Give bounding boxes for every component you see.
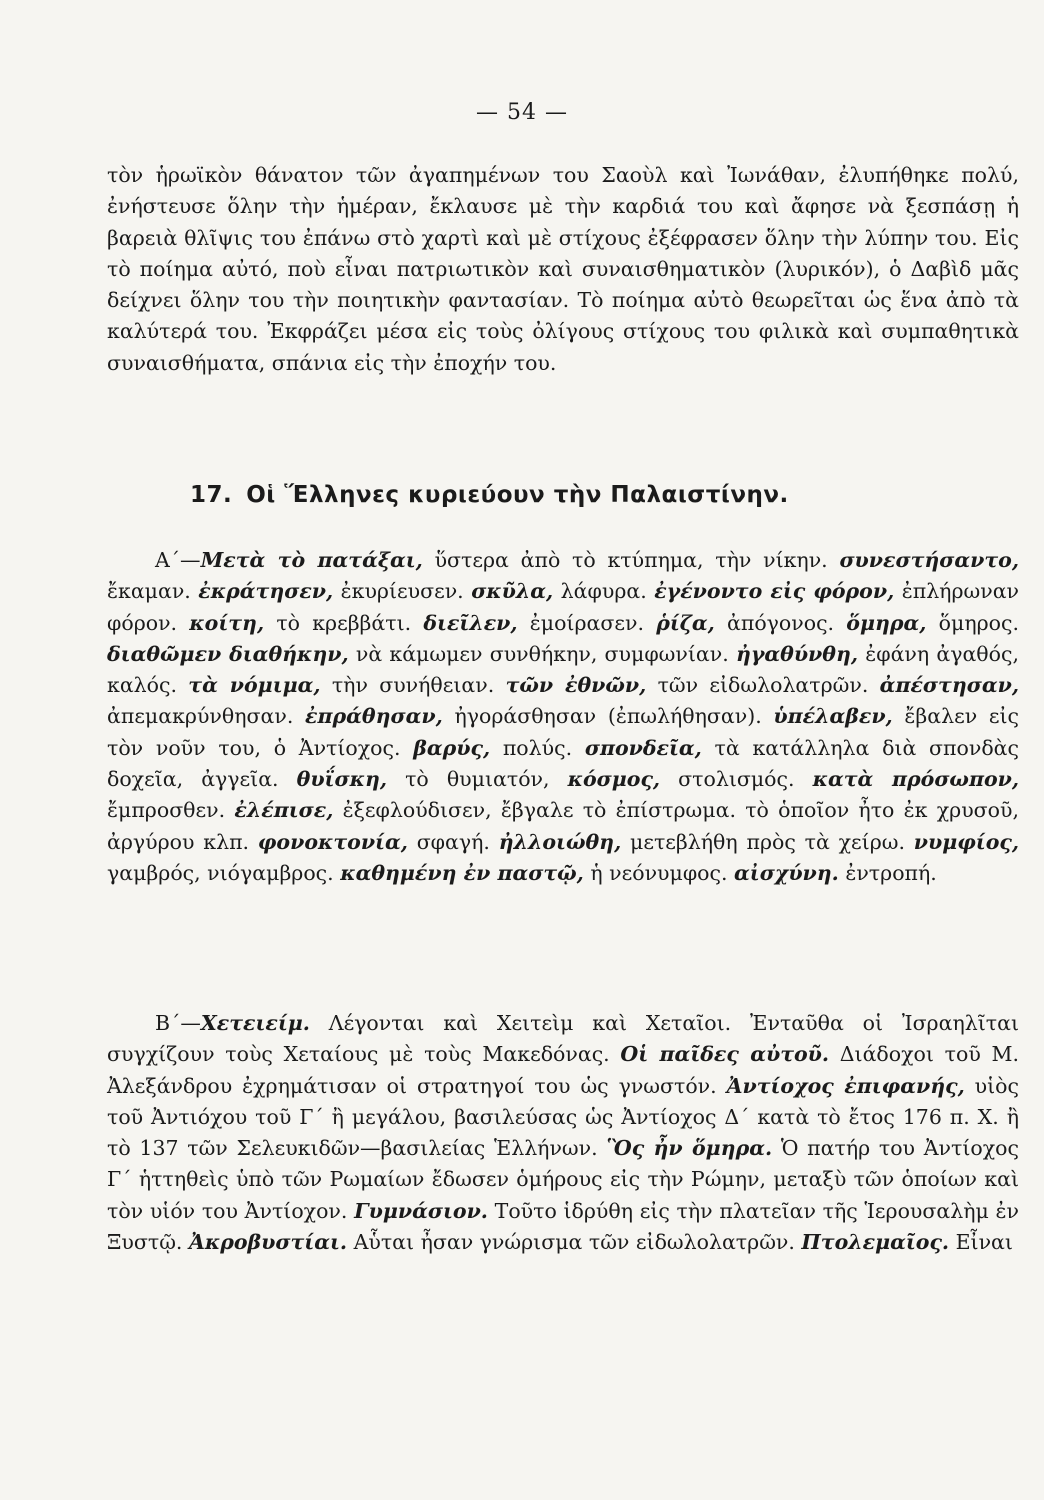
text-run: Ὁ πατήρ του Ἀντίοχος Γ΄ ἡττηθεὶς ὑπὸ τῶν Ρωμαίων ἔδωσεν ὁμήρους εἰς τὴν Ρώμην, μεταξὺ τῶν ὁποίων καὶ τὸν υἱόν του Ἀντίοχον. bbox=[107, 1136, 1019, 1223]
text-run: ἐντροπή. bbox=[838, 860, 937, 885]
page-number: — 54 — bbox=[476, 100, 568, 125]
glossary-term: Οἱ παῖδες αὐτοῦ. bbox=[620, 1042, 830, 1067]
text-run: Τοῦτο ἱδρύθη εἰς τὴν πλατεῖαν τῆς Ἱερουσαλὴμ ἐν Ξυστῷ. bbox=[107, 1198, 1019, 1255]
glossary-term: Γυμνάσιον. bbox=[354, 1198, 488, 1223]
text-run: ἀπεμακρύνθησαν. bbox=[107, 704, 306, 729]
text-run: τὸ κρεββάτι. bbox=[264, 610, 424, 635]
glossary-term: ἐπράθησαν, bbox=[305, 704, 443, 729]
glossary-term: ἠγαθύνθη, bbox=[735, 641, 858, 666]
text-run: τὰ κατάλληλα διὰ σπονδὰς δοχεῖα, ἀγγεῖα. bbox=[107, 735, 1019, 792]
text-run: τὸ θυμιατόν, bbox=[387, 767, 568, 792]
glossary-term: ἐλέπισε, bbox=[234, 798, 334, 823]
text-run: γαμβρός, νιόγαμβρος. bbox=[107, 860, 341, 885]
glossary-term: ἐγένοντο εἰς φόρον, bbox=[654, 579, 895, 604]
glossary-term: Ἀκροβυστίαι. bbox=[188, 1230, 348, 1255]
glossary-term: ὑπέλαβεν, bbox=[773, 704, 893, 729]
text-run: σφαγή. bbox=[407, 829, 499, 854]
glossary-term: νυμφίος, bbox=[913, 829, 1019, 854]
glossary-term: θυΐσκη, bbox=[296, 767, 387, 792]
text-run: ἐφάνη ἀγαθός, καλός. bbox=[107, 641, 1019, 698]
glossary-term: ἀπέστησαν, bbox=[879, 673, 1019, 698]
text-run: υἱὸς τοῦ Ἀντιόχου τοῦ Γ΄ ἢ μεγάλου, βασιλεύσας ὡς Ἀντίοχος Δ΄ κατὰ τὸ ἔτος 176 π. Χ. ἢ τὸ 137 τῶν Σελευκιδῶν—βασιλείας Ἑλλήνων. bbox=[107, 1073, 1019, 1161]
text-run: ὅμηρος. bbox=[926, 610, 1019, 635]
section-number: 17. bbox=[190, 482, 233, 508]
text-run: ἔβαλεν εἰς τὸν νοῦν του, ὁ Ἀντίοχος. bbox=[107, 704, 1019, 760]
text-run: ἐπλήρωναν φόρον. bbox=[107, 579, 1019, 635]
text-run: ἠγοράσθησαν (ἐπωλήθησαν). bbox=[442, 704, 774, 729]
glossary-term: αἰσχύνη. bbox=[734, 860, 839, 885]
text-run: πολύς. bbox=[490, 735, 585, 760]
text-run: νὰ κάμωμεν συνθήκην, συμφωνίαν. bbox=[348, 641, 736, 666]
text-run: ὕστερα ἀπὸ τὸ κτύπημα, τὴν νίκην. bbox=[422, 548, 840, 572]
glossary-term: Ἀντίοχος ἐπιφανής, bbox=[726, 1073, 965, 1098]
glossary-term: συνεστήσαντο, bbox=[839, 548, 1019, 572]
glossary-term: κατὰ πρόσωπον, bbox=[812, 767, 1019, 792]
text-run: στολισμός. bbox=[660, 767, 813, 792]
text-run: Αὗται ἦσαν γνώρισμα τῶν εἰδωλολατρῶν. bbox=[347, 1230, 802, 1255]
glossary-term: κοίτη, bbox=[189, 610, 265, 635]
glossary-term: σκῦλα, bbox=[471, 579, 554, 604]
glossary-term: καθημένη ἐν παστῷ, bbox=[340, 860, 584, 885]
text-run: ἔκαμαν. bbox=[107, 579, 199, 604]
intro-paragraph: τὸν ἡρωϊκὸν θάνατον τῶν ἀγαπημένων του Σαοὺλ καὶ Ἰωνάθαν, ἐλυπήθηκε πολύ, ἐνήστευσε ὅλην τὴν ἡμέραν, ἔκλαυσε μὲ τὴν καρδιά του καὶ ἄφησε νὰ ξεσπάσῃ ἡ βαρειὰ θλῖψις του ἐπάνω στὸ χαρτὶ καὶ μὲ στίχους ἐξέφρασεν ὅλην τὴν λύπην του. Εἰς τὸ ποίημα αὐτό, ποὺ εἶναι πατριωτικὸν καὶ συναισθηματικὸν (λυρικόν), ὁ Δαβὶδ μᾶς δείχνει ὅλην του τὴν ποιητικὴν φαντασίαν. Τὸ ποίημα αὐτὸ θεωρεῖται ὡς ἕνα ἀπὸ τὰ καλύτερά του. Ἐκφράζει μέσα εἰς τοὺς ὀλίγους στίχους του φιλικὰ καὶ συμπαθητικὰ συναισθήματα, σπάνια εἰς τὴν ἐποχήν του. bbox=[107, 163, 1019, 375]
text-run: Λέγονται καὶ Χειτεὶμ καὶ Χεταῖοι. Ἐνταῦθα οἱ Ἰσραηλῖται συγχίζουν τοὺς Χεταίους μὲ τοὺς Μακεδόνας. bbox=[107, 1011, 1019, 1067]
glossary-term: Χετειείμ. bbox=[200, 1011, 310, 1035]
text-run: ἔμπροσθεν. bbox=[107, 798, 235, 823]
glossary-a-paragraph bbox=[107, 545, 1019, 889]
glossary-term: φονοκτονία, bbox=[257, 829, 408, 854]
text-run: ἐμοίρασεν. bbox=[517, 610, 657, 635]
text-run: ἐκυρίευσεν. bbox=[333, 579, 472, 604]
glossary-term: διαθῶμεν διαθήκην, bbox=[107, 641, 349, 666]
section-title: Οἱ Ἕλληνες κυριεύουν τὴν Παλαιστίνην. bbox=[246, 482, 789, 508]
text-run: Β΄— bbox=[155, 1011, 201, 1035]
glossary-term: ἠλλοιώθη, bbox=[498, 829, 622, 854]
glossary-term: κόσμος, bbox=[567, 767, 661, 792]
text-run: Διάδοχοι τοῦ Μ. Ἀλεξάνδρου ἐχρημάτισαν οἱ στρατηγοί του ὡς γνωστόν. bbox=[107, 1042, 1020, 1098]
glossary-term: σπονδεῖα, bbox=[584, 735, 702, 760]
glossary-term: Πτολεμαῖος. bbox=[801, 1230, 950, 1255]
section-heading bbox=[190, 482, 789, 508]
notes-b-paragraph bbox=[107, 1008, 1019, 1258]
glossary-section-a bbox=[107, 545, 1019, 889]
glossary-term: ὅμηρα, bbox=[846, 610, 927, 635]
text-run: μετεβλήθη πρὸς τὰ χείρω. bbox=[621, 829, 914, 854]
text-run: ἀπόγονος. bbox=[714, 610, 847, 635]
text-run: Α΄— bbox=[155, 548, 201, 572]
glossary-term: τῶν ἐθνῶν, bbox=[505, 673, 647, 698]
text-run: τῶν εἰδωλολατρῶν. bbox=[646, 673, 880, 698]
notes-section-b bbox=[107, 1008, 1019, 1258]
glossary-term: ῥίζα, bbox=[656, 610, 715, 635]
glossary-term: τὰ νόμιμα, bbox=[188, 673, 321, 698]
glossary-term: Ὃς ἦν ὅμηρα. bbox=[606, 1136, 773, 1161]
text-run: Εἶναι bbox=[949, 1230, 1013, 1255]
glossary-term: διεῖλεν, bbox=[423, 610, 518, 635]
text-run: ἡ νεόνυμφος. bbox=[583, 860, 735, 885]
glossary-term: βαρύς, bbox=[413, 735, 491, 760]
text-run: τὴν συνήθειαν. bbox=[320, 673, 506, 698]
text-run: ἐξεφλούδισεν, ἔβγαλε τὸ ἐπίστρωμα. τὸ ὁποῖον ἦτο ἐκ χρυσοῦ, ἀργύρου κλπ. bbox=[107, 798, 1019, 854]
text-run: λάφυρα. bbox=[553, 579, 655, 604]
glossary-term: Μετὰ τὸ πατάξαι, bbox=[200, 548, 423, 572]
glossary-term: ἐκράτησεν, bbox=[198, 579, 334, 604]
